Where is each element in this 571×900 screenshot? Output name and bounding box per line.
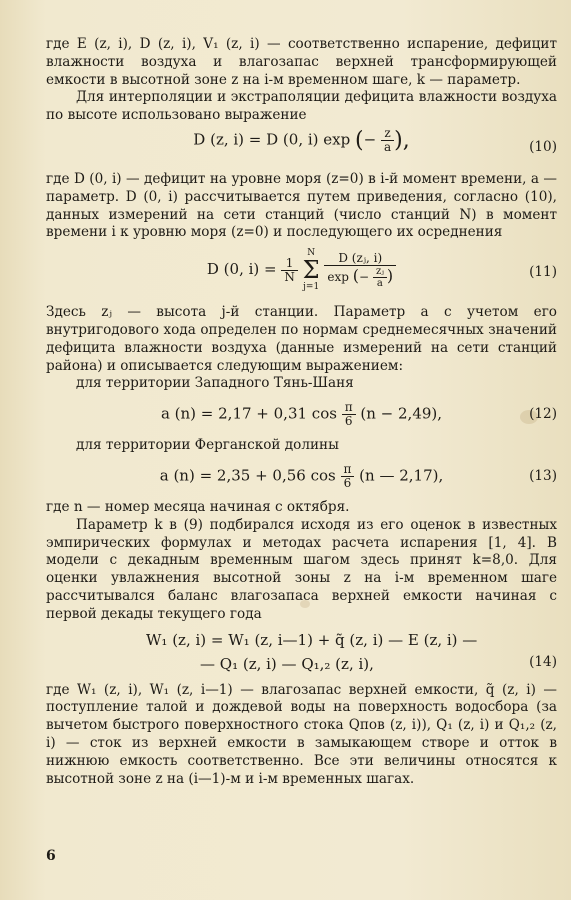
page-number: 6 — [46, 848, 56, 864]
equation-14-line-2: — Q₁ (z, i) — Q₁,₂ (z, i), — [200, 654, 374, 673]
paragraph-parameter-k: Параметр k в (9) подбирался исходя из его оценок в известных эмпирических формулах и методах расчета испарения [1, 4]. В модели с декадным временным шагом здесь принят k=8,0. Для оценки увлажнения высотной зоны z на i-м временном шаге рассчитывался баланс влагозапаса верхней емкости начиная с первой декады текущего года — [46, 516, 557, 622]
equation-12 — [46, 395, 557, 433]
paper-stain — [300, 600, 310, 608]
equation-10 — [46, 127, 557, 167]
paragraph-balance-terms: где W₁ (z, i), W₁ (z, i—1) — влагозапас верхней емкости, q̃ (z, i) — поступление талой и дождевой воды на поверхность водосбора (за вычетом быстрого поверхностного стока Qпов (z, i)), Q₁ (z, i) и Q₁,₂ (z, i) — сток из верхней емкости в замыкающем створе и отток в нижнюю емкость соответственно. Все эти величины относятся к высотной зоне z на (i—1)-м и i-м временных шагах. — [46, 681, 557, 787]
equation-10-expression: D (z, i) = D (0, i) exp (− $\frac{z}{a}$ ), — [193, 125, 410, 154]
equation-13-expression: a (n) = 2,35 + 0,56 cos $\frac{\pi}{6}$ (n — 2,17), — [159, 461, 444, 490]
equation-11-expression: D (0, i) = $\frac{1}{N}$ N Σ j=1 D (zⱼ, i) exp (− $\frac{\text{zⱼ}}{a}$ ) — [46, 248, 557, 300]
fraction-one-over-n: $\frac{1}{N}$ — [281, 257, 298, 284]
equation-number: (13) — [529, 467, 557, 484]
paragraph-station-height: Здесь zⱼ — высота j-й станции. Параметр a с учетом его внутригодового хода определен по нормам среднемесячных значений дефицита влажности воздуха (данные измерений на сети станций района) и описывается следующим выражением: — [46, 304, 557, 374]
paragraph-month-number: где n — номер месяца начиная с октября. — [46, 498, 350, 515]
paragraph-fergana-valley: для территории Ферганской долины — [76, 437, 339, 454]
equation-number: (10) — [529, 138, 557, 155]
paragraph-variables-definition: где E (z, i), D (z, i), V₁ (z, i) — соответственно испарение, дефицит влажности воздуха и влагозапас верхней трансформирующей емкости в высотной зоне z на i-м временном шаге, k — параметр. — [46, 36, 557, 88]
fraction-pi-over-six: $\frac{\pi}{6}$ — [342, 401, 356, 428]
paragraph-interpolation-intro: Для интерполяции и экстраполяции дефицита влажности воздуха по высоте использовано выражение — [46, 89, 557, 124]
fraction-z-over-a: $\frac{z}{a}$ — [381, 127, 394, 154]
equation-11 — [46, 244, 557, 300]
equation-number: (12) — [529, 406, 557, 423]
summation-sign: N Σ j=1 — [302, 248, 320, 293]
paragraph-west-tien-shan: для территории Западного Тянь-Шаня — [76, 375, 354, 392]
equation-13 — [46, 457, 557, 495]
equation-14-expression — [46, 626, 557, 678]
equation-14-line-1: W₁ (z, i) = W₁ (z, i—1) + q̃ (z, i) — E (z, i) — — [146, 630, 478, 649]
fraction-pi-over-six: $\frac{\pi}{6}$ — [341, 463, 355, 490]
equation-14 — [46, 626, 557, 678]
paragraph-deficit-definition: где D (0, i) — дефицит на уровне моря (z=0) в i-й момент времени, a — параметр. D (0, i) рассчитывается путем приведения, согласно (10), данных измерений на сети станций (число станций N) в момент времени i к уровню моря (z=0) и последующего их осреднения — [46, 170, 557, 241]
fraction-station-deficit: D (zⱼ, i) exp (− $\frac{\text{zⱼ}}{a}$ ) — [324, 252, 396, 289]
equation-number: (14) — [529, 653, 557, 670]
equation-12-expression: a (n) = 2,17 + 0,31 cos $\frac{\pi}{6}$ (n − 2,49), — [160, 400, 443, 429]
equation-number: (11) — [529, 264, 557, 281]
